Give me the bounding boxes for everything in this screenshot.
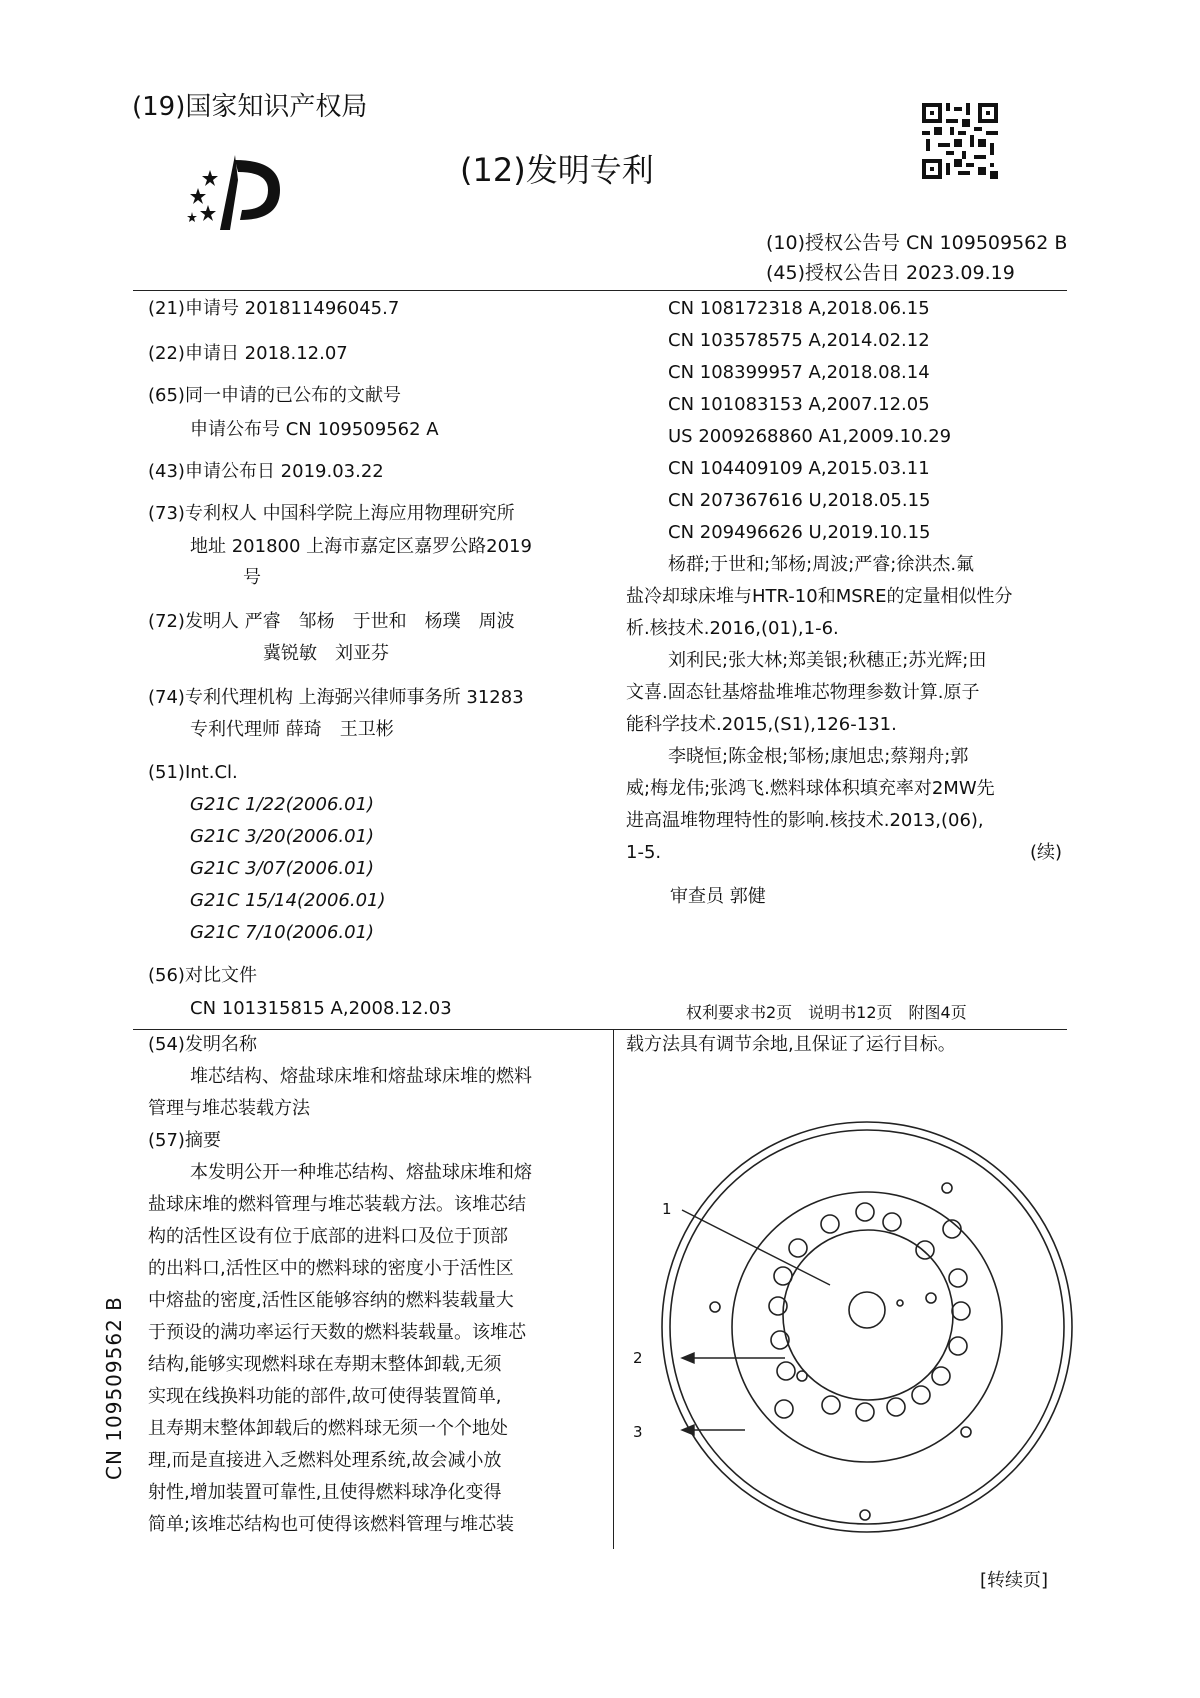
reference-item: CN 101083153 A,2007.12.05: [668, 394, 930, 415]
publication-number: (10)授权公告号 CN 109509562 B: [766, 232, 1068, 254]
reference-item: CN 104409109 A,2015.03.11: [668, 458, 930, 479]
int-cl-item: G21C 1/22(2006.01): [190, 794, 375, 815]
office-name: (19)国家知识产权局: [132, 92, 368, 122]
document-type: (12)发明专利: [460, 151, 654, 189]
int-cl-item: G21C 15/14(2006.01): [190, 890, 386, 911]
literature-line: 刘利民;张大林;郑美银;秋穗正;苏光辉;田: [668, 650, 987, 671]
invention-title: 堆芯结构、熔盐球床堆和熔盐球床堆的燃料: [190, 1066, 532, 1087]
literature-line: 析.核技术.2016,(01),1-6.: [626, 618, 839, 639]
page-counts: 权利要求书2页 说明书12页 附图4页: [686, 1003, 967, 1022]
abstract-line: 射性,增加装置可靠性,且使得燃料球净化变得: [148, 1482, 502, 1503]
patentee-address: 地址 201800 上海市嘉定区嘉罗公路2019: [190, 536, 532, 557]
application-date: (22)申请日 2018.12.07: [148, 343, 348, 364]
abstract-line: 构的活性区设有位于底部的进料口及位于顶部: [148, 1226, 508, 1247]
int-cl-item: G21C 3/20(2006.01): [190, 826, 375, 847]
abstract-line: 本发明公开一种堆芯结构、熔盐球床堆和熔: [190, 1162, 532, 1183]
application-number: (21)申请号 201811496045.7: [148, 298, 400, 319]
prior-publication-date: (43)申请公布日 2019.03.22: [148, 461, 384, 482]
inventors-cont: 冀锐敏 刘亚芬: [263, 643, 389, 664]
literature-line: 杨群;于世和;邹杨;周波;严睿;徐洪杰.氟: [668, 554, 975, 575]
abstract-line: 实现在线换料功能的部件,故可使得装置简单,: [148, 1386, 502, 1407]
int-cl-heading: (51)Int.Cl.: [148, 762, 238, 783]
abstract-line: 且寿期末整体卸载后的燃料球无须一个个地处: [148, 1418, 508, 1439]
patent-agency: (74)专利代理机构 上海弼兴律师事务所 31283: [148, 687, 524, 708]
abstract-line: 于预设的满功率运行天数的燃料装载量。该堆芯: [148, 1322, 526, 1343]
patentee: (73)专利权人 中国科学院上海应用物理研究所: [148, 503, 515, 524]
int-cl-item: G21C 3/07(2006.01): [190, 858, 375, 879]
literature-line: 李晓恒;陈金根;邹杨;康旭忠;蔡翔舟;郭: [668, 746, 969, 767]
literature-line: 文喜.固态钍基熔盐堆堆芯物理参数计算.原子: [626, 682, 980, 703]
reference-item: CN 108399957 A,2018.08.14: [668, 362, 930, 383]
cnipa-logo-icon: [180, 150, 290, 235]
abstract-line: 中熔盐的密度,活性区能够容纳的燃料装载量大: [148, 1290, 514, 1311]
inventors: (72)发明人 严睿 邹杨 于世和 杨璞 周波: [148, 611, 515, 632]
continued-mark: (续): [1030, 842, 1063, 863]
figure-label-3: 3: [633, 1423, 643, 1441]
section-divider: [133, 1029, 1067, 1030]
reference-item: US 2009268860 A1,2009.10.29: [668, 426, 952, 447]
literature-line: 进高温堆物理特性的影响.核技术.2013,(06),: [626, 810, 984, 831]
title-heading: (54)发明名称: [148, 1034, 257, 1055]
cited-documents-heading: (56)对比文件: [148, 965, 257, 986]
examiner: 审查员 郭健: [670, 886, 766, 907]
abstract-line: 简单;该堆芯结构也可使得该燃料管理与堆芯装: [148, 1514, 515, 1535]
figure-label-1: 1: [662, 1200, 672, 1218]
abstract-line: 盐球床堆的燃料管理与堆芯装载方法。该堆芯结: [148, 1194, 526, 1215]
prior-publication-heading: (65)同一申请的已公布的文献号: [148, 385, 401, 406]
literature-line: 威;梅龙伟;张鸿飞.燃料球体积填充率对2MW先: [626, 778, 995, 799]
reference-item: CN 209496626 U,2019.10.15: [668, 522, 931, 543]
reference-item: CN 207367616 U,2018.05.15: [668, 490, 931, 511]
cited-document: CN 101315815 A,2008.12.03: [190, 998, 452, 1019]
literature-line: 盐冷却球床堆与HTR-10和MSRE的定量相似性分: [626, 586, 1013, 607]
reference-item: CN 103578575 A,2014.02.12: [668, 330, 930, 351]
abstract-continuation: 载方法具有调节余地,且保证了运行目标。: [626, 1034, 956, 1055]
literature-line: 能科学技术.2015,(S1),126-131.: [626, 714, 897, 735]
abstract-heading: (57)摘要: [148, 1130, 221, 1151]
abstract-line: 理,而是直接进入乏燃料处理系统,故会减小放: [148, 1450, 502, 1471]
figure-label-2: 2: [633, 1349, 643, 1367]
literature-line: 1-5.: [626, 842, 662, 863]
qr-code-icon: [922, 103, 998, 179]
abstract-line: 的出料口,活性区中的燃料球的密度小于活性区: [148, 1258, 514, 1279]
invention-title-cont: 管理与堆芯装载方法: [148, 1098, 310, 1119]
patentee-address-cont: 号: [243, 567, 261, 588]
abstract-line: 结构,能够实现燃料球在寿期末整体卸载,无须: [148, 1354, 502, 1375]
column-divider: [613, 1029, 614, 1549]
header-divider: [133, 290, 1067, 291]
publication-date: (45)授权公告日 2023.09.19: [766, 262, 1015, 284]
int-cl-item: G21C 7/10(2006.01): [190, 922, 375, 943]
continue-page-mark: [转续页]: [980, 1570, 1049, 1591]
core-structure-figure: [620, 1110, 1080, 1550]
prior-publication-number: 申请公布号 CN 109509562 A: [190, 419, 439, 440]
reference-item: CN 108172318 A,2018.06.15: [668, 298, 930, 319]
vertical-document-id: CN 109509562 B: [102, 1296, 126, 1480]
patent-agents: 专利代理师 薛琦 王卫彬: [190, 719, 394, 740]
